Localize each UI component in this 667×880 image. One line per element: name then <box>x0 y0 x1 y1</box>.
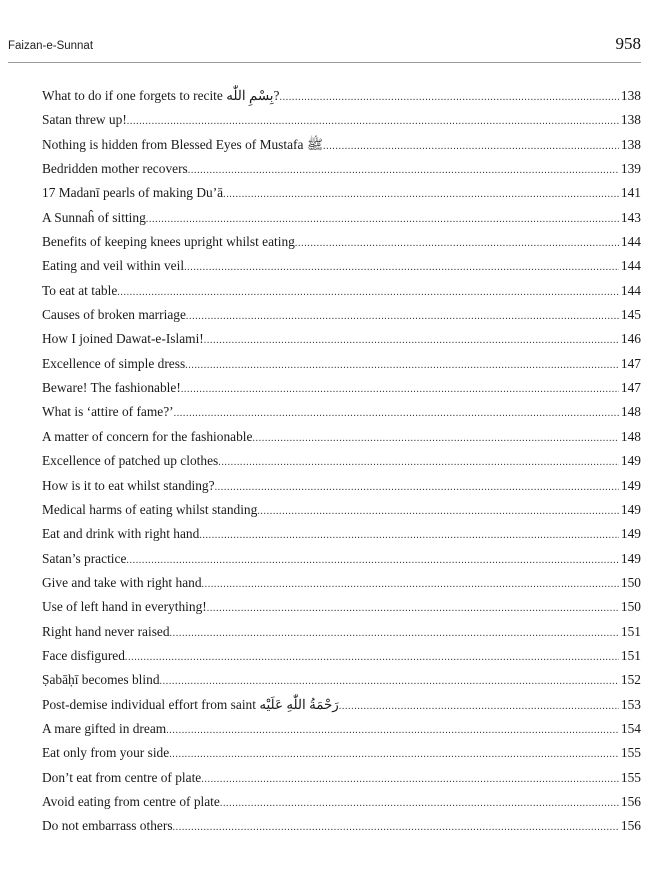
toc-entry <box>42 206 641 230</box>
dot-leader <box>184 256 619 280</box>
toc-entry <box>42 230 641 254</box>
dot-leader <box>188 159 619 183</box>
dot-leader <box>181 378 619 402</box>
toc-entry <box>42 254 641 278</box>
dot-leader <box>204 329 619 353</box>
toc-entry <box>42 766 641 790</box>
toc-entry-title: Eating and veil within veil <box>42 258 185 274</box>
page-number: 958 <box>615 34 641 53</box>
toc-entry-title: What to do if one forgets to recite بِسْمِ اللّٰه? <box>42 88 280 103</box>
toc-entry-title: Eat only from your side <box>42 745 170 761</box>
toc-entry <box>42 376 641 400</box>
toc-entry-page: 138 <box>620 112 641 128</box>
dot-leader <box>257 500 619 524</box>
toc-entry-title: A Sunnaĥ of sitting <box>42 209 146 225</box>
toc-entry-title: Satan threw up! <box>42 112 127 128</box>
toc-entry-page: 155 <box>620 769 641 785</box>
dot-leader <box>169 743 619 767</box>
dot-leader <box>295 232 619 256</box>
toc-entry-page: 144 <box>620 258 641 274</box>
dot-leader <box>173 816 619 840</box>
book-title: Faizan-e-Sunnat <box>8 40 94 52</box>
toc-entry <box>42 522 641 546</box>
dot-leader <box>218 451 619 475</box>
dot-leader <box>220 792 619 816</box>
dot-leader <box>207 597 619 621</box>
toc-entry-page: 148 <box>620 428 641 444</box>
dot-leader <box>202 573 619 597</box>
toc-entry <box>42 790 641 814</box>
dot-leader <box>125 646 619 670</box>
dot-leader <box>126 549 619 573</box>
toc-entry-page: 149 <box>620 501 641 517</box>
toc-entry-page: 138 <box>620 136 641 152</box>
dot-leader <box>199 524 619 548</box>
toc-entry <box>42 133 641 157</box>
toc-entry-page: 149 <box>620 550 641 566</box>
dot-leader <box>323 135 619 159</box>
toc-entry-title: Satan’s practice <box>42 550 127 566</box>
toc-entry-page: 143 <box>620 209 641 225</box>
toc-entry <box>42 425 641 449</box>
toc-entry-page: 152 <box>620 672 641 688</box>
dot-leader <box>252 427 618 451</box>
toc-entry <box>42 279 641 303</box>
toc-entry <box>42 303 641 327</box>
toc-entry <box>42 352 641 376</box>
dot-leader <box>185 354 619 378</box>
toc-entry-page: 150 <box>620 574 641 590</box>
toc-entry <box>42 157 641 181</box>
toc-entry-page: 139 <box>620 161 641 177</box>
toc-entry <box>42 547 641 571</box>
toc-entry-page: 151 <box>620 623 641 639</box>
toc-entry-title: Beware! The fashionable! <box>42 380 181 396</box>
toc-entry <box>42 693 641 717</box>
dot-leader <box>146 208 619 232</box>
toc-entry-title: Post-demise individual effort from saint رَحْمَةُ اللّٰهِ عَلَيْه <box>42 696 339 712</box>
page-header <box>8 28 641 63</box>
toc-entry-page: 153 <box>620 696 641 712</box>
toc-entry <box>42 327 641 351</box>
dot-leader <box>127 110 619 134</box>
toc-entry-page: 146 <box>620 331 641 347</box>
toc-entry-title: Do not embarrass others <box>42 818 173 834</box>
dot-leader <box>186 305 619 329</box>
toc-entry-page: 154 <box>620 720 641 736</box>
toc-entry-page: 151 <box>620 647 641 663</box>
toc-entry <box>42 741 641 765</box>
toc-entry-title: A mare gifted in dream <box>42 720 167 736</box>
toc-entry-page: 147 <box>620 355 641 371</box>
dot-leader <box>174 402 619 426</box>
toc-entry-title: To eat at table <box>42 282 118 298</box>
toc-entry-page: 141 <box>620 185 641 201</box>
toc-entry-page: 144 <box>620 234 641 250</box>
toc-entry-page: 156 <box>620 818 641 834</box>
toc-entry-page: 149 <box>620 526 641 542</box>
toc-entry-title: What is ‘attire of fame?’ <box>42 404 174 420</box>
toc-entry-title: Don’t eat from centre of plate <box>42 769 202 785</box>
toc-entry-title: Face disfigured <box>42 647 125 663</box>
toc-entry-page: 138 <box>620 88 641 103</box>
table-of-contents <box>42 84 641 839</box>
toc-entry <box>42 108 641 132</box>
dot-leader <box>170 622 619 646</box>
dot-leader <box>339 695 619 719</box>
toc-entry-title: Ṣabāḥī becomes blind <box>42 672 160 688</box>
toc-entry-title: Causes of broken marriage <box>42 307 186 323</box>
dot-leader <box>160 670 619 694</box>
toc-entry-title: A matter of concern for the fashionable <box>42 428 253 444</box>
dot-leader <box>215 476 619 500</box>
toc-entry <box>42 181 641 205</box>
toc-entry-title: Excellence of patched up clothes <box>42 453 219 469</box>
dot-leader <box>117 281 619 305</box>
toc-entry-title: Give and take with right hand <box>42 574 202 590</box>
toc-entry-page: 147 <box>620 380 641 396</box>
dot-leader <box>223 183 619 207</box>
toc-entry-title: How I joined Dawat-e-Islami! <box>42 331 204 347</box>
toc-entry-page: 149 <box>620 477 641 493</box>
toc-entry <box>42 595 641 619</box>
toc-entry <box>42 644 641 668</box>
toc-entry <box>42 449 641 473</box>
toc-entry <box>42 400 641 424</box>
toc-entry-title: Bedridden mother recovers <box>42 161 188 177</box>
toc-entry-page: 149 <box>620 453 641 469</box>
toc-entry-title: Medical harms of eating whilst standing <box>42 501 258 517</box>
toc-entry <box>42 814 641 838</box>
toc-entry-page: 144 <box>620 282 641 298</box>
toc-entry-page: 148 <box>620 404 641 420</box>
toc-entry-title: Excellence of simple dress <box>42 355 186 371</box>
toc-entry <box>42 571 641 595</box>
toc-entry-page: 145 <box>620 307 641 323</box>
toc-entry-title: Benefits of keeping knees upright whilst eating <box>42 234 295 250</box>
toc-entry <box>42 620 641 644</box>
toc-entry-page: 156 <box>620 793 641 809</box>
toc-entry-title: Nothing is hidden from Blessed Eyes of Mustafa ﷺ <box>42 136 323 152</box>
toc-entry <box>42 498 641 522</box>
toc-entry <box>42 474 641 498</box>
toc-entry-title: Avoid eating from centre of plate <box>42 793 220 809</box>
toc-entry <box>42 84 641 108</box>
toc-entry-title: Right hand never raised <box>42 623 170 639</box>
toc-entry <box>42 668 641 692</box>
dot-leader <box>280 86 619 110</box>
toc-entry <box>42 717 641 741</box>
toc-entry-title: 17 Madanī pearls of making Du’ā <box>42 185 224 201</box>
dot-leader <box>201 768 619 792</box>
toc-entry-title: Eat and drink with right hand <box>42 526 200 542</box>
toc-entry-title: Use of left hand in everything! <box>42 599 207 615</box>
toc-entry-page: 155 <box>620 745 641 761</box>
toc-entry-title: How is it to eat whilst standing? <box>42 477 215 493</box>
toc-entry-page: 150 <box>620 599 641 615</box>
dot-leader <box>166 719 619 743</box>
